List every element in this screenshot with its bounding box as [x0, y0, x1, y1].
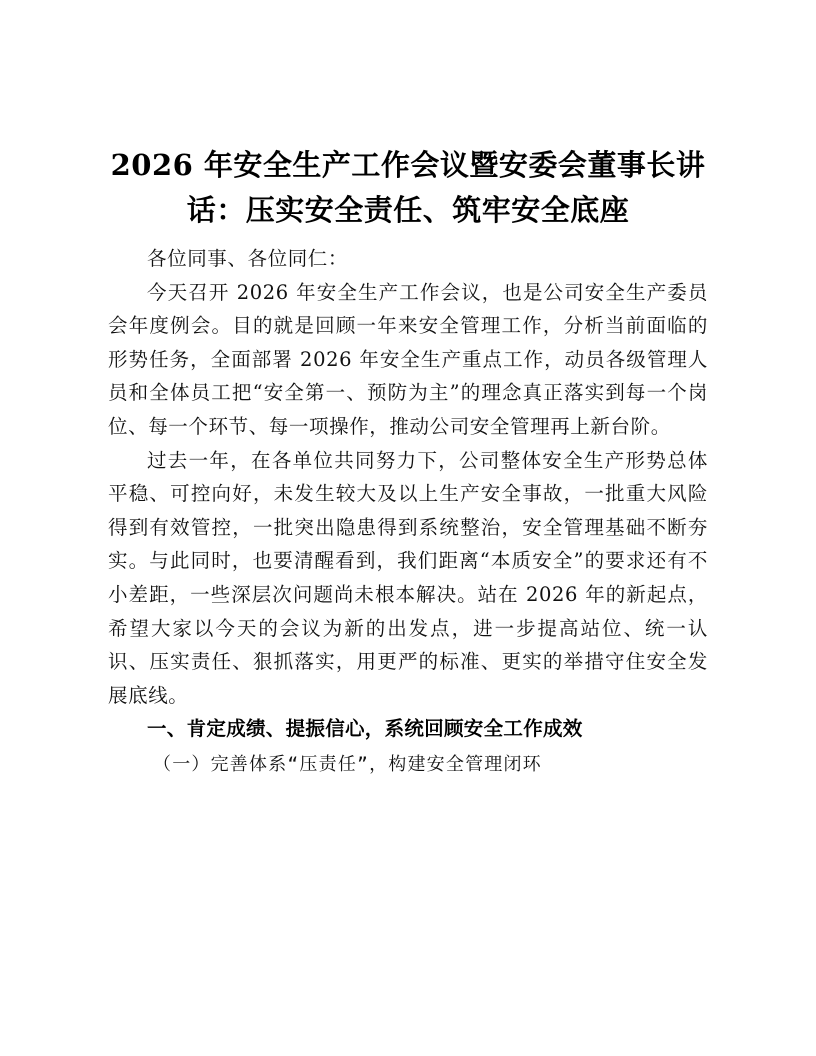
salutation: 各位同事、各位同仁： — [147, 247, 349, 270]
body-paragraph: 过去一年，在各单位共同努力下，公司整体安全生产形势总体平稳、可控向好，未发生较大及以上生产安全事故，一批重大风险得到有效管控，一批突出隐患得到系统整治，安全管理基础不断夯实。与此同时，也要清醒看到，我们距离“本质安全”的要求还有不小差距，一些深层次问题尚未根本解决。站在 2026 年的新起点，希望大家以今天的会议为新的出发点，进一步提高站位、统一认识、压实责任、狠抓落实，用更严的标准、更实的举措守住安全发展底线。 — [108, 448, 708, 707]
document-body — [108, 242, 708, 782]
subsection-heading: （一）完善体系“压责任”，构建安全管理闭环 — [153, 754, 542, 776]
section-heading: 一、肯定成绩、提振信心，系统回顾安全工作成效 — [147, 717, 583, 741]
document-title: 2026 年安全生产工作会议暨安委会董事长讲话：压实安全责任、筑牢安全底座 — [110, 148, 706, 227]
body-paragraph: 今天召开 2026 年安全生产工作会议，也是公司安全生产委员会年度例会。目的就是回顾一年来安全管理工作，分析当前面临的形势任务，全面部署 2026 年安全生产重点工作，动员各级管理人员和全体员工把“安全第一、预防为主”的理念真正落实到每一个岗位、每一个环节、每一项操作，推动公司安全管理再上新台阶。 — [108, 280, 708, 438]
